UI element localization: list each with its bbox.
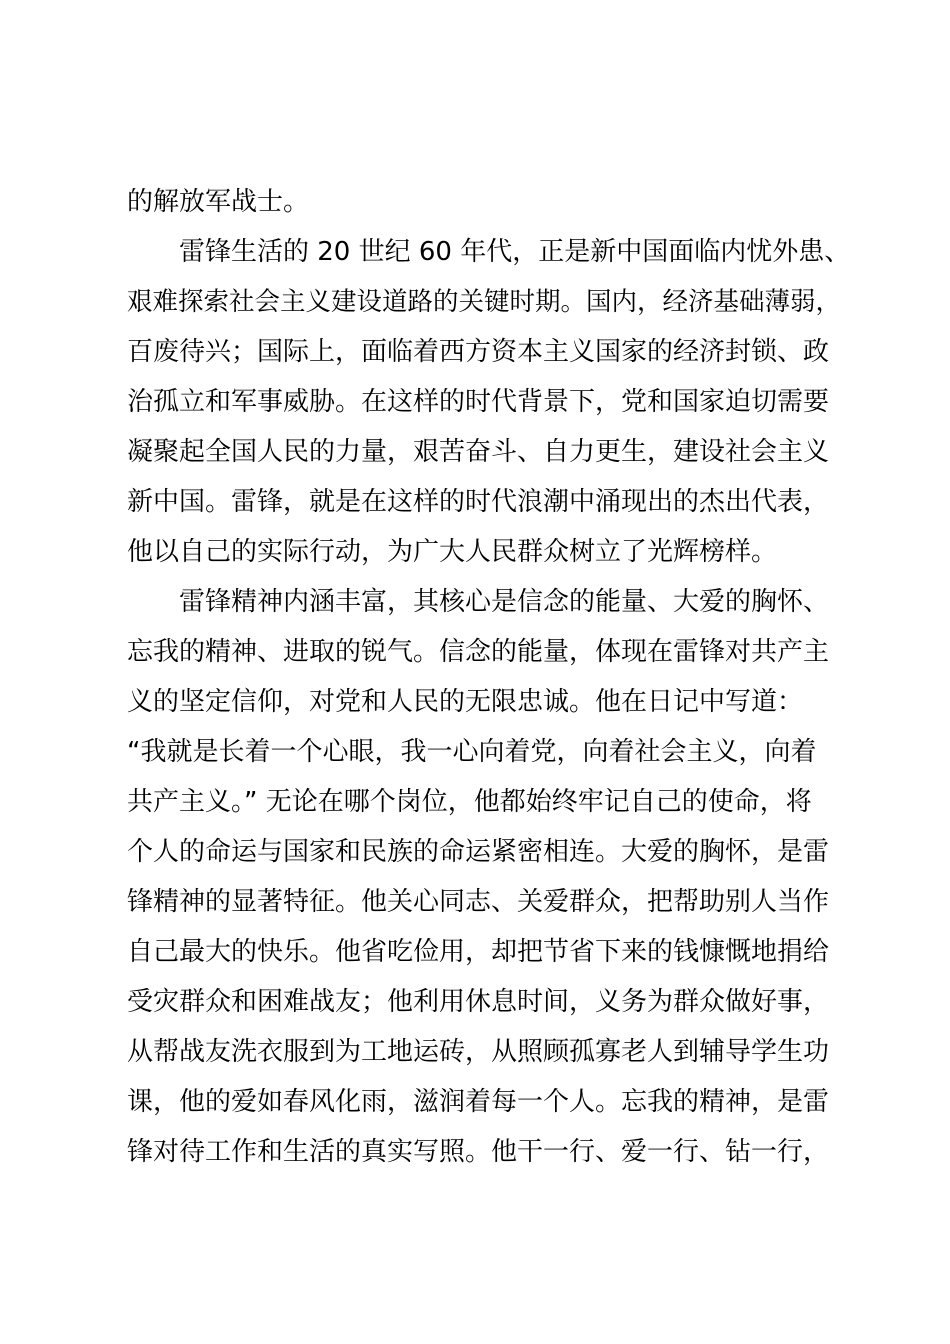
text-line: 共产主义。” 无论在哪个岗位，他都始终牢记自己的使命，将 <box>127 787 812 817</box>
text-line: 治孤立和军事威胁。在这样的时代背景下，党和国家迫切需要 <box>127 387 830 417</box>
text-line: 课，他的爱如春风化雨，滋润着每一个人。忘我的精神，是雷 <box>127 1087 830 1117</box>
paragraph-start-line: 雷锋精神内涵丰富，其核心是信念的能量、大爱的胸怀、 <box>179 587 830 617</box>
text-line: 个人的命运与国家和民族的命运紧密相连。大爱的胸怀，是雷 <box>127 837 830 867</box>
text-line: 受灾群众和困难战友；他利用休息时间，义务为群众做好事， <box>127 987 830 1017</box>
text-line: 锋对待工作和生活的真实写照。他干一行、爱一行、钻一行， <box>127 1137 830 1167</box>
text-line: 艰难探索社会主义建设道路的关键时期。国内，经济基础薄弱， <box>127 287 842 317</box>
text-line: 自己最大的快乐。他省吃俭用，却把节省下来的钱慷慨地捐给 <box>127 937 830 967</box>
paragraph-start-line: 雷锋生活的 20 世纪 60 年代，正是新中国面临内忧外患、 <box>179 237 851 267</box>
text-line: 从帮战友洗衣服到为工地运砖，从照顾孤寡老人到辅导学生功 <box>127 1037 830 1067</box>
text-line: 他以自己的实际行动，为广大人民群众树立了光辉榜样。 <box>127 537 778 567</box>
text-line: 义的坚定信仰，对党和人民的无限忠诚。他在日记中写道： <box>127 687 804 717</box>
text-line: 锋精神的显著特征。他关心同志、关爱群众，把帮助别人当作 <box>127 887 830 917</box>
text-line: 凝聚起全国人民的力量，艰苦奋斗、自力更生，建设社会主义 <box>127 437 830 467</box>
text-line: 新中国。雷锋，就是在这样的时代浪潮中涌现出的杰出代表， <box>127 487 830 517</box>
text-line: 忘我的精神、进取的锐气。信念的能量，体现在雷锋对共产主 <box>127 637 830 667</box>
text-line: “我就是长着一个心眼，我一心向着党，向着社会主义，向着 <box>127 737 817 767</box>
text-line: 的解放军战士。 <box>127 187 310 217</box>
text-line: 百废待兴；国际上，面临着西方资本主义国家的经济封锁、政 <box>127 337 830 367</box>
